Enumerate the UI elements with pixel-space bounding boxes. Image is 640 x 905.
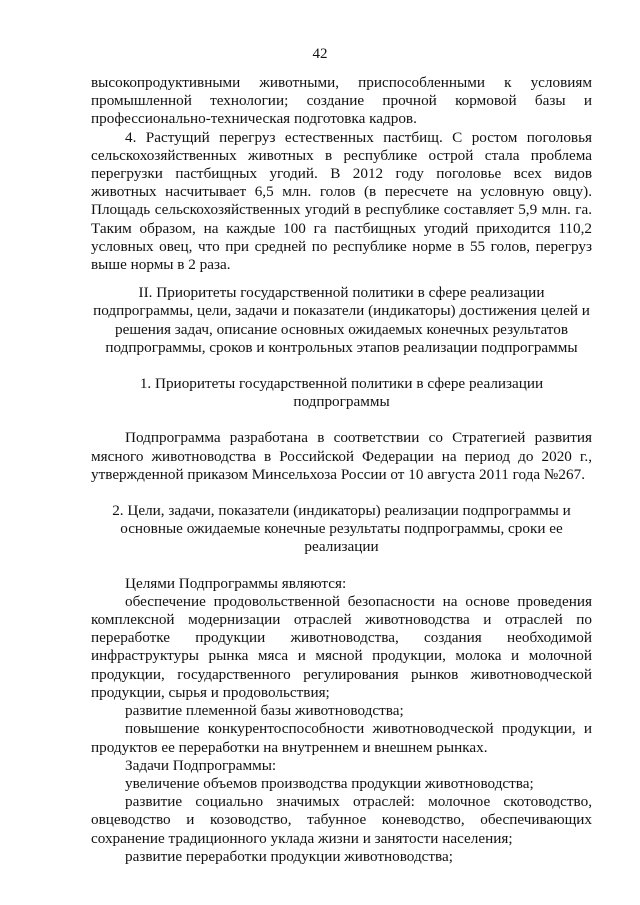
task-item: увеличение объемов производства продукции животноводства; bbox=[125, 774, 534, 792]
section-heading: II. Приоритеты государственной политики в сфере реализации подпрограммы, цели, задачи и показатели (индикаторы) достижения целей и решения задач, описание основных ожидаемых конечных результатов подпрограммы, сроков и контрольных этапов реализации подпрограммы bbox=[93, 284, 590, 356]
paragraph-continuation: высокопродуктивными животными, приспособленными к условиям промышленной технологии; создание прочной кормовой базы и профессионально-техническая подготовка кадров. bbox=[91, 74, 592, 128]
subsection-2-heading: 2. Цели, задачи, показатели (индикаторы) реализации подпрограммы и основные ожидаемые конечные результаты подпрограммы, сроки ее реализации bbox=[112, 502, 571, 556]
page-number: 42 bbox=[312, 46, 328, 62]
goals-label: Целями Подпрограммы являются: bbox=[125, 574, 347, 592]
subsection-1-paragraph: Подпрограмма разработана в соответствии со Стратегией развития мясного животноводства в Российской Федерации на период до 2020 г., утвержденной приказом Минсельхоза России от 10 августа 2011 года №267. bbox=[91, 429, 592, 483]
task-item: развитие переработки продукции животноводства; bbox=[125, 847, 453, 865]
paragraph-item-4: 4. Растущий перегруз естественных пастбищ. С ростом поголовья сельскохозяйственных животных в республике острой стала проблема перегрузки пастбищных угодий. В 2012 году поголовье всех видов животных насчитывает 6,5 млн. голов (в пересчете на условную овцу). Площадь сельскохозяйственных угодий в республике составляет 5,9 млн. га. Таким образом, на каждые 100 га пастбищных угодий приходится 110,2 условных овец, что при средней по республике норме в 55 голов, перегруз выше нормы в 2 раза. bbox=[91, 128, 592, 274]
tasks-label: Задачи Подпрограммы: bbox=[125, 756, 277, 774]
goal-item: развитие племенной базы животноводства; bbox=[125, 702, 404, 720]
task-item: развитие социально значимых отраслей: молочное скотоводство, овцеводство и козоводство, табунное коневодство, обеспечивающих сохранение традиционного уклада жизни и занятости населения; bbox=[91, 793, 592, 847]
subsection-1-heading: 1. Приоритеты государственной политики в сфере реализации подпрограммы bbox=[139, 375, 544, 411]
goal-item: повышение конкурентоспособности животноводческой продукции, и продуктов ее переработки на внутреннем и внешнем рынках. bbox=[91, 720, 592, 756]
page-body bbox=[91, 74, 592, 866]
goal-item: обеспечение продовольственной безопасности на основе проведения комплексной модернизации отраслей животноводства и отраслей по переработке продукции животноводства, создания необходимой инфраструктуры рынка мяса и мясной продукции, молока и молочной продукции, государственного регулирования рынков животноводческой продукции, сырья и продовольствия; bbox=[91, 592, 592, 701]
